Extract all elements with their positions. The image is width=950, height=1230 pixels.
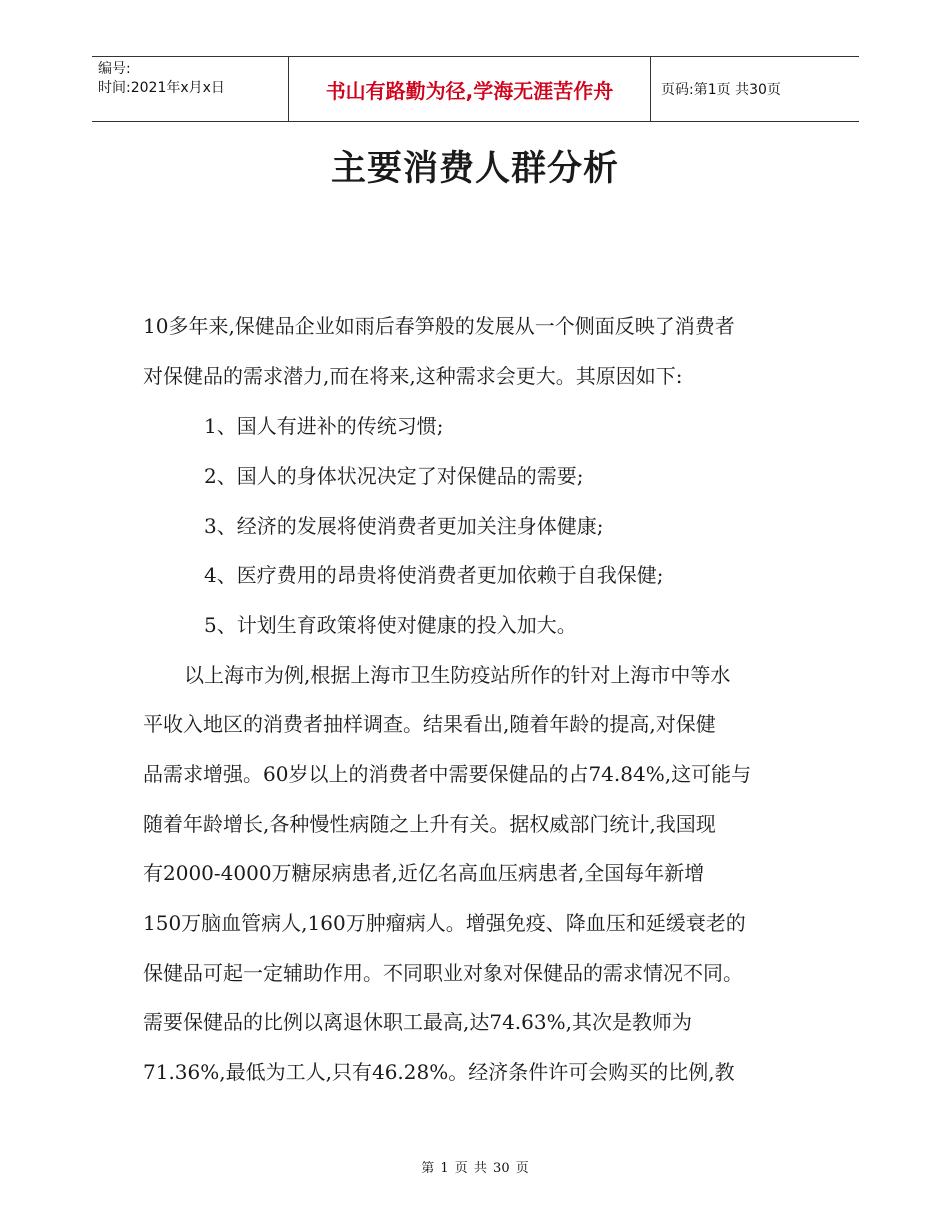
body-line: 品需求增强。60岁以上的消费者中需要保健品的占74.84%,这可能与	[143, 762, 752, 786]
header-meta	[92, 57, 288, 121]
number-label: 编号:	[98, 61, 131, 77]
body-line: 保健品可起一定辅助作用。不同职业对象对保健品的需求情况不同。	[143, 961, 743, 985]
list-item: 3、经济的发展将使消费者更加关注身体健康;	[204, 514, 604, 538]
body-line: 150万脑血管病人,160万肿瘤病人。增强免疫、降血压和延缓衰老的	[143, 911, 746, 935]
body-line: 71.36%,最低为工人,只有46.28%。经济条件许可会购买的比例,教	[143, 1060, 735, 1084]
list-item: 2、国人的身体状况决定了对保健品的需要;	[204, 464, 584, 488]
page-footer: 第 1 页 共 30 页	[421, 1161, 529, 1176]
list-item: 4、医疗费用的昂贵将使消费者更加依赖于自我保健;	[204, 563, 664, 587]
page-title: 主要消费人群分析	[330, 149, 619, 189]
time-label: 时间:2021年x月x日	[98, 80, 225, 96]
list-item: 1、国人有进补的传统习惯;	[204, 414, 444, 438]
body-line: 10多年来,保健品企业如雨后春笋般的发展从一个侧面反映了消费者	[143, 314, 735, 338]
body-line: 需要保健品的比例以离退休职工最高,达74.63%,其次是教师为	[143, 1010, 692, 1034]
body-line: 有2000-4000万糖尿病患者,近亿名高血压病患者,全国每年新增	[143, 861, 705, 885]
list-item: 5、计划生育政策将使对健康的投入加大。	[204, 613, 577, 637]
header-motto: 书山有路勤为径,学海无涯苦作舟	[288, 57, 651, 121]
body-line: 对保健品的需求潜力,而在将来,这种需求会更大。其原因如下:	[143, 364, 683, 388]
body-line: 以上海市为例,根据上海市卫生防疫站所作的针对上海市中等水	[184, 663, 731, 687]
document-header	[92, 56, 859, 122]
body-line: 随着年龄增长,各种慢性病随之上升有关。据权威部门统计,我国现	[143, 812, 716, 836]
body-line: 平收入地区的消费者抽样调查。结果看出,随着年龄的提高,对保健	[143, 712, 716, 736]
header-page-info: 页码:第1页 共30页	[661, 82, 781, 98]
